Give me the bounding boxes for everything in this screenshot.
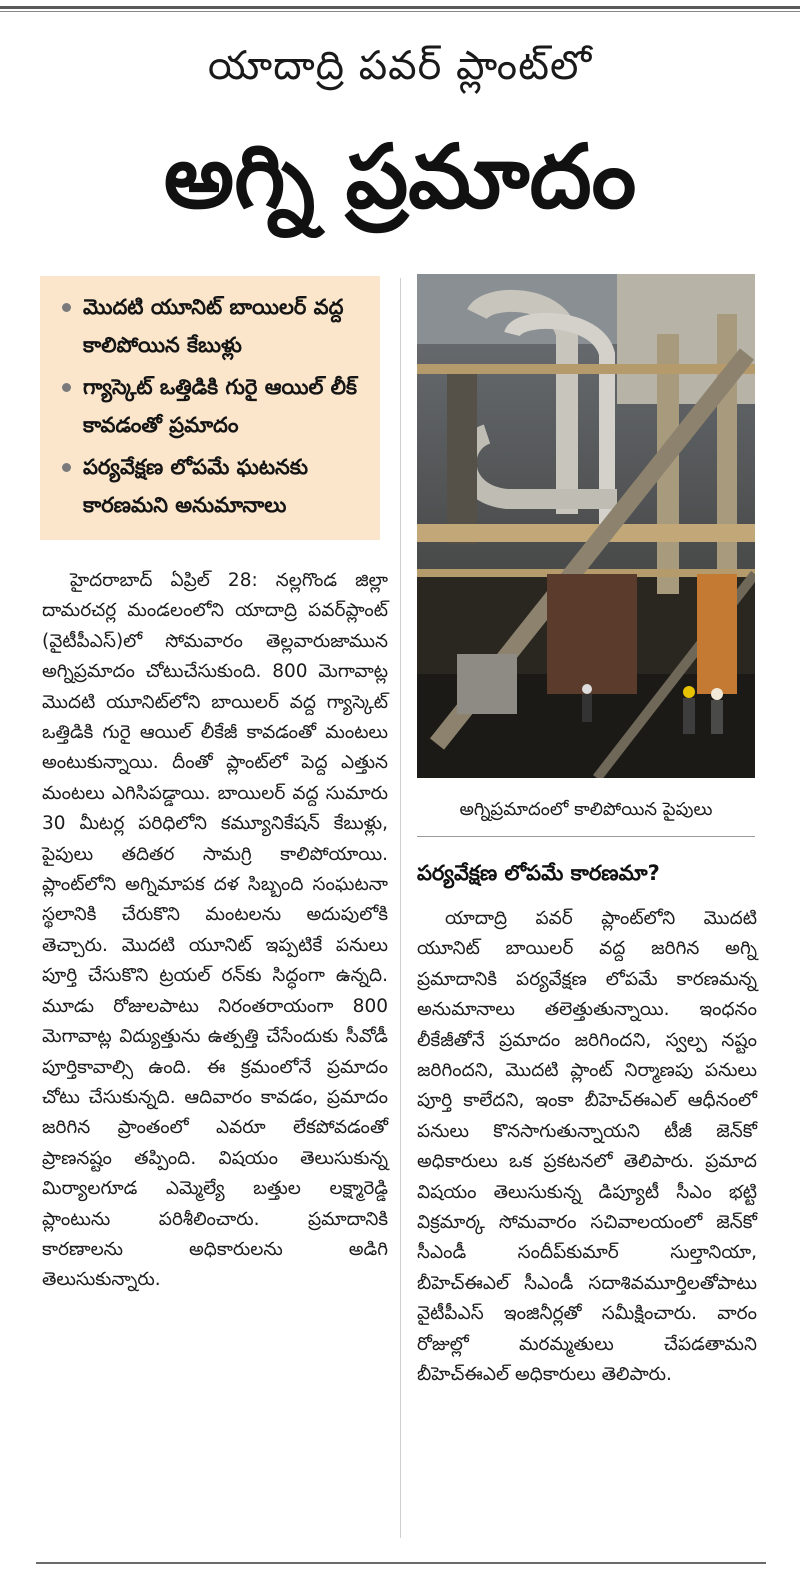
power-plant-photo [417,274,755,778]
bullet-icon [62,383,71,392]
bullet-icon [62,303,71,312]
kicker-headline: యాదాద్రి పవర్ ప్లాంట్‌లో [207,43,593,89]
photo-caption: అగ్నిప్రమాదంలో కాలిపోయిన పైపులు [459,799,713,820]
top-rule-thin [0,11,800,12]
highlight-item [56,448,370,524]
body-paragraph: యాదాద్రి పవర్ ప్లాంట్‌లోని మొదటి యూనిట్ బాయిలర్ వద్ద జరిగిన అగ్ని ప్రమాదానికి పర్యవేక్షణ లోపమే కారణమన్న అనుమానాలు తలెత్తుతున్నాయి. ఇంధనం లీకేజీతోనే ప్రమాదం జరిగిందని, స్వల్ప నష్టం జరిగిందని, మొదటి ప్లాంట్ నిర్మాణపు పనులు పూర్తి కాలేదని, ఇంకా బీహెచ్‌ఈఎల్ ఆధీనంలో పనులు కొనసాగుతున్నాయని టీజీ జెన్‌కో అధికారులు ఒక ప్రకటనలో తెలిపారు. ప్రమాద విషయం తెలుసుకున్న డిప్యూటీ సీఎం భట్టి విక్రమార్క సోమవారం సచివాలయంలో జెన్‌కో సీఎండీ సందీప్‌కుమార్ సుల్తానియా, బీహెచ్‌ఈఎల్ సీఎండీ సదాశివమూర్తిలతోపాటు వైటీపీఎస్ ఇంజినీర్లతో సమీక్షించారు. వారం రోజుల్లో మరమ్మతులు చేపడతామని బీహెచ్‌ఈఎల్ అధికారులు తెలిపారు. [417,908,757,1386]
highlight-text: మొదటి యూనిట్ బాయిలర్ వద్ద కాలిపోయిన కేబుళ్లు [83,295,344,357]
article-body-right [417,904,757,1391]
bottom-rule [36,1562,766,1564]
highlight-text: పర్యవేక్షణ లోపమే ఘటనకు కారణమని అనుమానాలు [83,455,309,517]
highlight-text: గ్యాస్కెట్ ఒత్తిడికి గురై ఆయిల్ లీక్ కావడంతో ప్రమాదం [83,375,358,437]
highlight-item [56,368,370,444]
main-headline: అగ్ని ప్రమాదం [163,125,637,228]
body-paragraph: హైదరాబాద్ ఏప్రిల్ 28: నల్లగొండ జిల్లా దామరచర్ల మండలంలోని యాదాద్రి పవర్‌ప్లాంట్ (వైటీపీఎస్)లో సోమవారం తెల్లవారుజామున అగ్నిప్రమాదం చోటుచేసుకుంది. 800 మెగావాట్ల మొదటి యూనిట్‌లోని బాయిలర్ వద్ద గ్యాస్కెట్ ఒత్తిడికి గురై ఆయిల్ లీకేజీ కావడంతో మంటలు అంటుకున్నాయి. దీంతో ప్లాంట్‌లో పెద్ద ఎత్తున మంటలు ఎగిసిపడ్డాయి. బాయిలర్ వద్ద సుమారు 30 మీటర్ల పరిధిలోని కమ్యూనికేషన్ కేబుళ్లు, పైపులు తదితర సామగ్రి కాలిపోయాయి. ప్లాంట్‌లోని అగ్నిమాపక దళ సిబ్బంది సంఘటనా స్థలానికి చేరుకొని మంటలను అదుపులోకి తెచ్చారు. మొదటి యూనిట్ ఇప్పటికే పనులు పూర్తి చేసుకొని ట్రయల్ రన్‌కు సిద్ధంగా ఉన్నది. మూడు రోజులపాటు నిరంతరాయంగా 800 మెగావాట్ల విద్యుత్తును ఉత్పత్తి చేసేందుకు సీవోడీ పూర్తికావాల్సి ఉంది. ఈ క్రమంలోనే ప్రమాదం చోటు చేసుకున్నది. ఆదివారం కావడం, ప్రమాదం జరిగిన ప్రాంతంలో ఎవరూ లేకపోవడంతో ప్రాణనష్టం తప్పింది. విషయం తెలుసుకున్న మిర్యాలగూడ ఎమ్మెల్యే బత్తుల లక్ష్మారెడ్డి ప్లాంటును పరిశీలించారు. ప్రమాదానికి కారణాలను అధికారులను అడిగి తెలుసుకున్నారు. [42,570,388,1291]
top-rule [0,6,800,9]
highlight-item [56,288,370,364]
article-body-left [42,566,388,1296]
highlights-box [40,276,380,540]
caption-divider [417,836,755,837]
bullet-icon [62,463,71,472]
column-divider [400,278,401,1538]
burnt-pipes-illustration [417,274,755,778]
subheading: పర్యవేక్షణ లోపమే కారణమా? [417,861,660,885]
